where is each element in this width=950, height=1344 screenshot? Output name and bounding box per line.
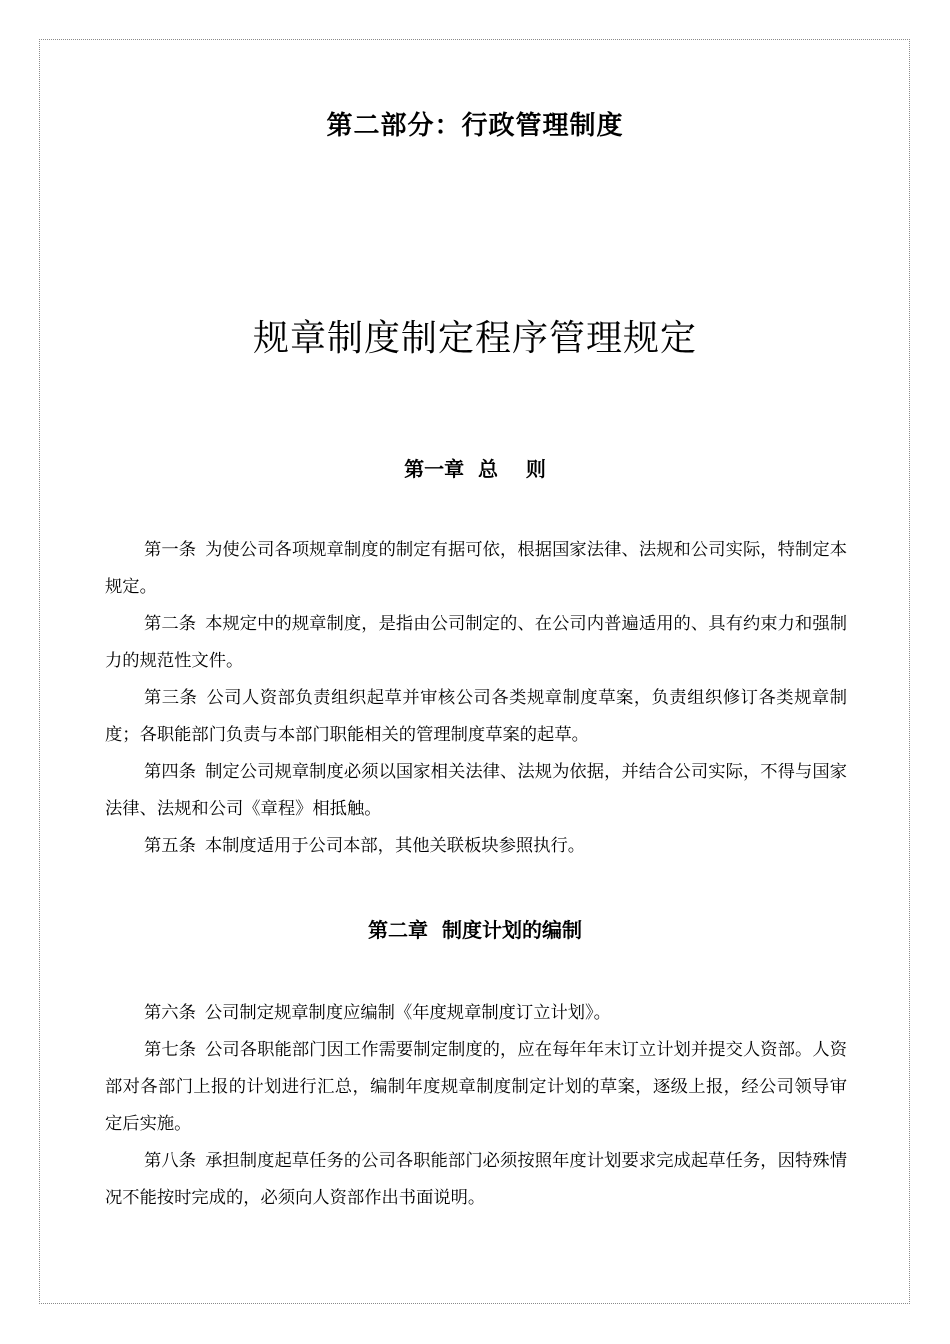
article-paragraph bbox=[105, 1032, 847, 1143]
article-text: 公司人资部负责组织起草并审核公司各类规章制度草案，负责组织修订各类规章制度；各职能部门负责与本部门职能相关的管理制度草案的起草。 bbox=[105, 688, 847, 745]
chapter-heading: 第二章 制度计划的编制 bbox=[368, 918, 582, 942]
article-number: 第五条 bbox=[144, 836, 196, 856]
article-text: 公司各职能部门因工作需要制定制度的，应在每年年末订立计划并提交人资部。人资部对各部门上报的计划进行汇总，编制年度规章制度制定计划的草案，逐级上报，经公司领导审定后实施。 bbox=[105, 1040, 847, 1134]
article-number: 第八条 bbox=[144, 1151, 197, 1171]
article-paragraph bbox=[105, 606, 847, 680]
article-text: 承担制度起草任务的公司各职能部门必须按照年度计划要求完成起草任务，因特殊情况不能按时完成的，必须向人资部作出书面说明。 bbox=[105, 1151, 847, 1208]
article-number: 第一条 bbox=[144, 540, 197, 560]
article-paragraph bbox=[105, 532, 847, 606]
article-number: 第三条 bbox=[144, 688, 198, 708]
part-title: 第二部分：行政管理制度 bbox=[326, 111, 624, 141]
article-text: 制定公司规章制度必须以国家相关法律、法规为依据，并结合公司实际，不得与国家法律、法规和公司《章程》相抵触。 bbox=[105, 762, 847, 819]
article-number: 第四条 bbox=[144, 762, 197, 782]
article-paragraph bbox=[105, 754, 847, 828]
article-text: 本规定中的规章制度，是指由公司制定的、在公司内普遍适用的、具有约束力和强制力的规范性文件。 bbox=[105, 614, 847, 671]
chapter-heading: 第一章 总 则 bbox=[404, 457, 546, 481]
article-text: 为使公司各项规章制度的制定有据可依，根据国家法律、法规和公司实际，特制定本规定。 bbox=[105, 540, 847, 597]
chapter-body bbox=[105, 995, 847, 1217]
article-number: 第六条 bbox=[144, 1003, 196, 1023]
article-text: 本制度适用于公司本部，其他关联板块参照执行。 bbox=[204, 836, 586, 856]
article-paragraph bbox=[105, 995, 847, 1032]
chapter-body bbox=[105, 532, 847, 865]
article-paragraph bbox=[105, 680, 847, 754]
article-text: 公司制定规章制度应编制《年度规章制度订立计划》。 bbox=[204, 1003, 611, 1023]
article-paragraph bbox=[105, 1143, 847, 1217]
article-paragraph bbox=[105, 828, 847, 865]
article-number: 第二条 bbox=[144, 614, 197, 634]
document-title: 规章制度制定程序管理规定 bbox=[252, 318, 697, 359]
article-number: 第七条 bbox=[144, 1040, 197, 1060]
